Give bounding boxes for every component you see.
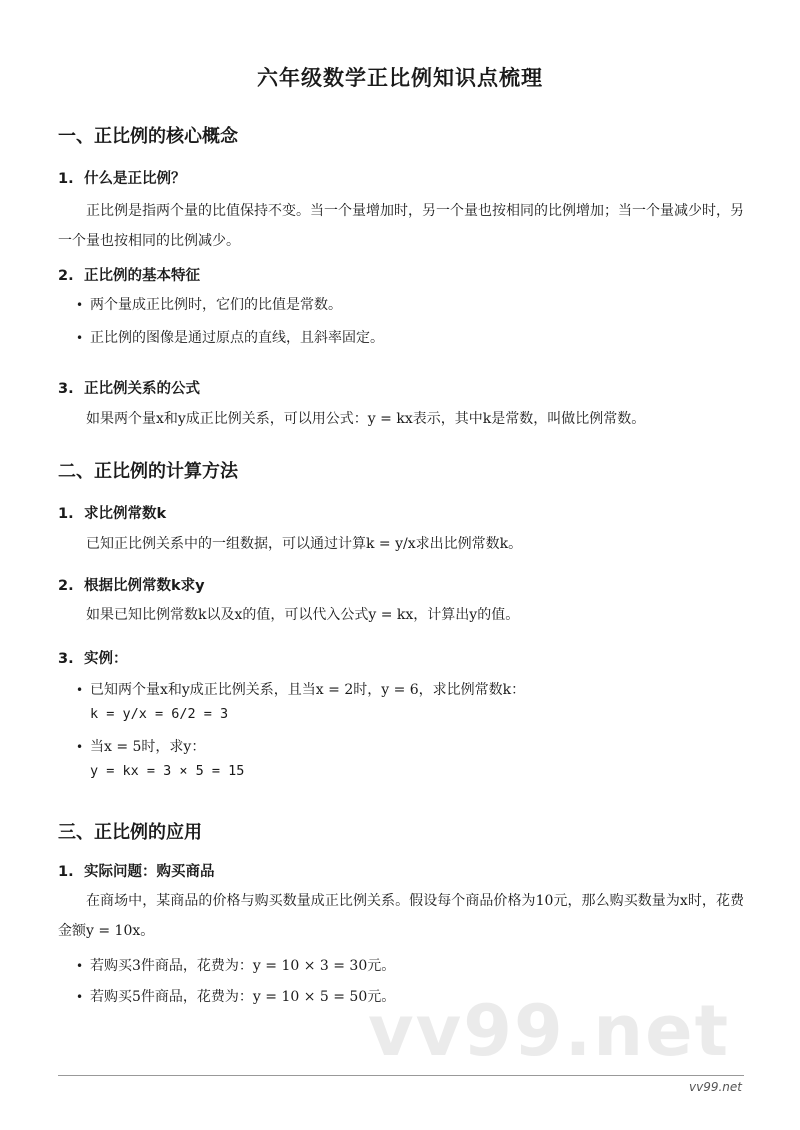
list-item (76, 735, 756, 783)
subheading-number: 1. (58, 171, 74, 187)
subheading-number: 1. (58, 864, 74, 880)
formula: k = y/x = 6/2 = 3 (90, 706, 229, 722)
list-item-text: 当x = 5时，求y： (90, 739, 206, 755)
paragraph-constant: 已知正比例关系中的一组数据，可以通过计算k = y/x求出比例常数k。 (86, 536, 523, 552)
footer-divider (58, 1075, 744, 1076)
subheading-1-3 (58, 377, 200, 398)
subheading-number: 2. (58, 578, 74, 594)
subheading-1-1 (58, 167, 186, 188)
section-heading-1: 一、正比例的核心概念 (58, 126, 238, 147)
list-item-text: 两个量成正比例时，它们的比值是常数。 (90, 297, 342, 313)
bullet-icon: • (76, 683, 84, 697)
list-item (76, 678, 756, 726)
subheading-number: 3. (58, 651, 74, 667)
subheading-1-2 (58, 264, 200, 285)
subheading-number: 1. (58, 506, 74, 522)
subheading-3-1 (58, 860, 215, 881)
paragraph-definition: 正比例是指两个量的比值保持不变。当一个量增加时，另一个量也按相同的比例增加；当一个量减少时，另一个量也按相同的比例减少。 (58, 203, 744, 249)
list-item-text: 若购买3件商品，花费为：y = 10 × 3 = 30元。 (90, 958, 396, 974)
formula: y = kx = 3 × 5 = 15 (90, 763, 245, 779)
list-item (76, 293, 756, 317)
paragraph-formula: 如果两个量x和y成正比例关系，可以用公式：y = kx表示，其中k是常数，叫做比例常数。 (86, 411, 646, 427)
bullet-icon: • (76, 740, 84, 754)
subheading-label: 正比例的基本特征 (84, 268, 200, 284)
paragraph-application: 在商场中，某商品的价格与购买数量成正比例关系。假设每个商品价格为10元，那么购买数量为x时，花费金额y = 10x。 (58, 893, 744, 939)
watermark: vv99.net (368, 990, 731, 1072)
subheading-label: 什么是正比例？ (84, 171, 186, 187)
subheading-number: 2. (58, 268, 74, 284)
list-item-text: 已知两个量x和y成正比例关系，且当x = 2时，y = 6，求比例常数k： (90, 682, 526, 698)
list-item-text: 正比例的图像是通过原点的直线，且斜率固定。 (90, 330, 384, 346)
list-item-text: 若购买5件商品，花费为：y = 10 × 5 = 50元。 (90, 989, 396, 1005)
section-heading-3: 三、正比例的应用 (58, 822, 202, 843)
section-heading-2: 二、正比例的计算方法 (58, 461, 238, 482)
bullet-icon: • (76, 298, 84, 312)
subheading-2-3 (58, 647, 128, 668)
bullet-icon: • (76, 331, 84, 345)
bullet-icon: • (76, 959, 84, 973)
subheading-label: 实际问题：购买商品 (84, 864, 215, 880)
list-item (76, 954, 756, 978)
bullet-icon: • (76, 990, 84, 1004)
subheading-2-2 (58, 574, 205, 595)
subheading-2-1 (58, 502, 166, 523)
subheading-number: 3. (58, 381, 74, 397)
document-title: 六年级数学正比例知识点梳理 (257, 66, 543, 90)
subheading-label: 求比例常数k (84, 506, 167, 522)
subheading-label: 根据比例常数k求y (84, 578, 205, 594)
footer-site-label: vv99.net (689, 1080, 742, 1094)
subheading-label: 正比例关系的公式 (84, 381, 200, 397)
paragraph-compute-y: 如果已知比例常数k以及x的值，可以代入公式y = kx，计算出y的值。 (86, 607, 520, 623)
subheading-label: 实例： (84, 651, 128, 667)
list-item (76, 326, 756, 350)
